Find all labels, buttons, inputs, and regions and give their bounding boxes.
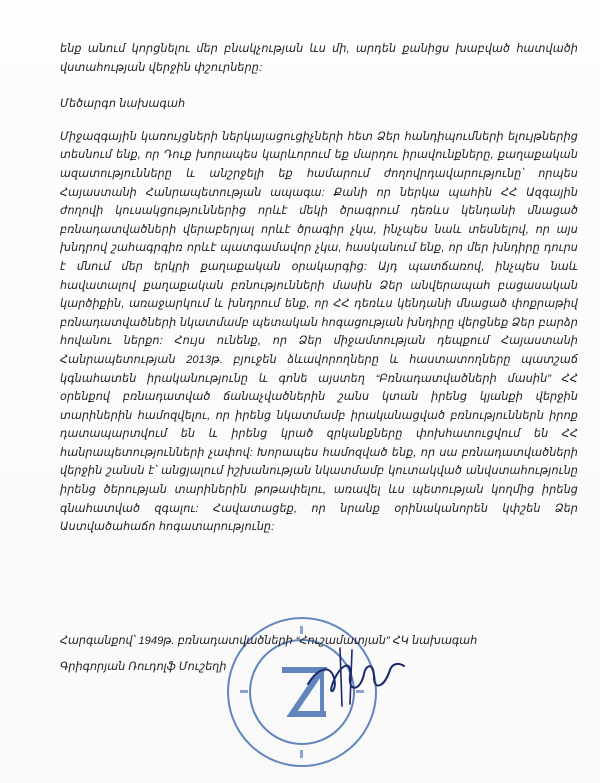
main-paragraph: Միջազգային կառույցների ներկայացուցիչների հետ Ձեր հանդիպումների ելույթներից տեսնում ենք, որ Դուք խորապես կարևորում եք մարդու իրավունքները, քաղաքական ազատությունները և անշրջելի եք համարում ժողովրդավարությունը՝ որպես Հայաստանի Հանրապետության ապագա: Քանի որ ներկա պահին ՀՀ Ազգային ժողովի կուսակցություններից որևէ մեկի ծրագրում դեռևս կենդանի մնացած բռնադատվածների վերաբերյալ որևէ ծրագիր չկա, ինչպես նաև տեսնելով, որ այս խնդրով շահագրգիռ որևէ պատգամավոր չկա, հասկանում ենք, որ մեր խնդիրը դուրս է մնում մեր երկրի քաղաքական օրակարգից: Այդ պատճառով, ինչպես նաև հավատալով քաղաքական բռնությունների մասին Ձեր անվերապահ բացասական կարծիքին, առաջարկում և խնդրում ենք, որ ՀՀ դեռևս կենդանի մնացած փոքրաթիվ բռնադատվածների նկատմամբ պետական հոգացության խնդիրը վերցնեք Ձեր բարձր հովանու ներքո: Հույս ունենք, որ Ձեր միջամտության դեպքում Հայաստանի Հանրապետության 2013թ. բյուջեն ձևավորողները և հաստատողները պատշաճ կգնահատեն իրականությունը և գոնե այստեղ “Բռնադատվածների մասին” ՀՀ օրենքով բռնադատված ճանաչվածներին շանս կտան իրենց կյանքի վերջին տարիներին համոզվելու, որ իրենց նկատմամբ իրականացված բռնություններն իրոք դատապարտվում են և իրենց կրած զրկանքները փոխհատուցվում են ՀՀ հանրապետությունների չափով: Խորապես համոզված ենք, որ սա բռնադատվածների վերջին շանսն է՝ անցյալում իշխանության նկատմամբ կուտակված անվստահությունը իրենց ծերության տարիներին թոթափելու, առավել ևս պետության կողմից իրենց գնահատված զգալու: Հավատացեք, որ նրանք օրինականորեն կփշեն Ձեր Աստվածահաճո հոգատարությունը: [60, 130, 578, 534]
signer-name: Գրիգորյան Ռուդոլֆ Մուշեղի [60, 661, 227, 673]
intro-paragraph: ենք անում կորցնելու մեր բնակչության ևս մի, արդեն քանիցս խաբված հատվածի վստահության վերջին փշուրները: [60, 43, 578, 74]
letter-body [60, 40, 578, 537]
salutation: Մեծարգո նախագահ [60, 98, 186, 111]
closing-line: Հարգանքով՝ 1949թ. բռնադատվածների “Հուշամատյան” ՀԿ նախագահ [60, 635, 478, 647]
